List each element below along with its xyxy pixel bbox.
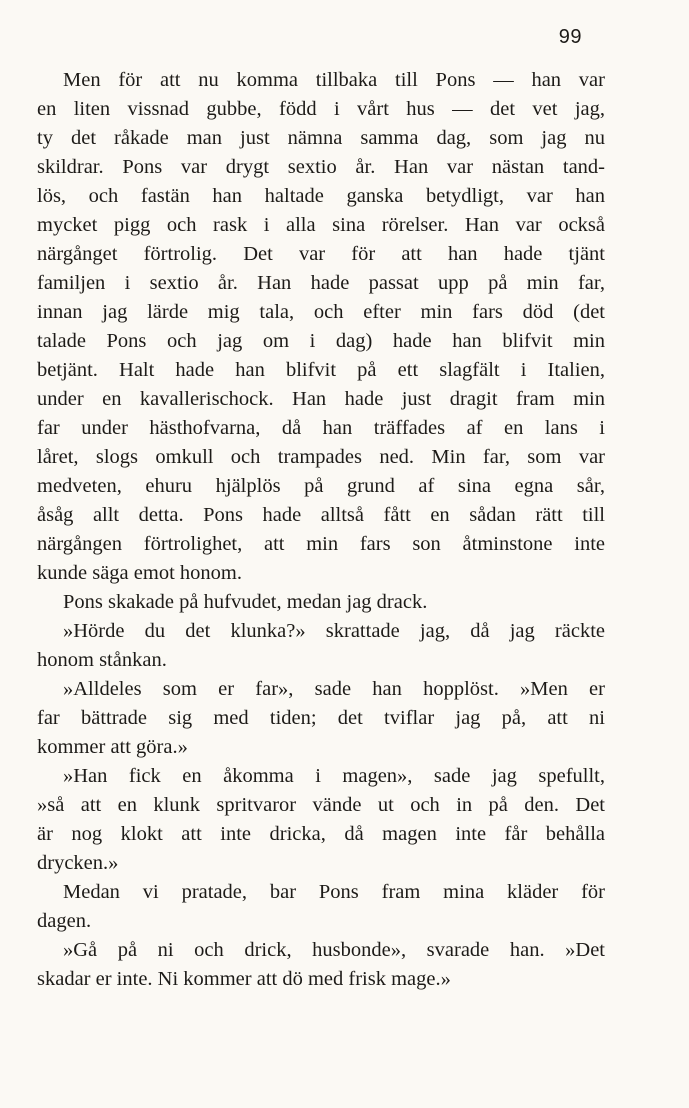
text-line: Medan vi pratade, bar Pons fram mina kläder för (63, 881, 605, 903)
text-line: Pons skakade på hufvudet, medan jag drack. (63, 591, 428, 613)
text-line: »Han fick en åkomma i magen», sade jag spefullt, (63, 765, 605, 787)
text-line: ty det råkade man just nämna samma dag, som jag nu (37, 127, 605, 149)
text-line: »Alldeles som er far», sade han hopplöst. »Men er (63, 678, 605, 700)
text-line: Men för att nu komma tillbaka till Pons — han var (63, 69, 605, 91)
text-line: skadar er inte. Ni kommer att dö med frisk mage.» (37, 968, 451, 990)
text-line: skildrar. Pons var drygt sextio år. Han var nästan tand- (37, 156, 605, 178)
text-line: betjänt. Halt hade han blifvit på ett slagfält i Italien, (37, 359, 605, 381)
text-line: kommer att göra.» (37, 736, 188, 758)
body-text (37, 66, 605, 994)
text-line: lös, och fastän han haltade ganska betydligt, var han (37, 185, 605, 207)
text-line: närgånget förtrolig. Det var för att han hade tjänt (37, 243, 605, 265)
text-line: familjen i sextio år. Han hade passat upp på min far, (37, 272, 605, 294)
text-line: under en kavallerischock. Han hade just dragit fram min (37, 388, 605, 410)
text-line: far under hästhofvarna, då han träffades af en lans i (37, 417, 605, 439)
text-line: dagen. (37, 910, 92, 932)
text-line: honom stånkan. (37, 649, 167, 671)
text-line: innan jag lärde mig tala, och efter min fars död (det (37, 301, 605, 323)
text-line: mycket pigg och rask i alla sina rörelser. Han var också (37, 214, 605, 236)
text-line: »Hörde du det klunka?» skrattade jag, då jag räckte (63, 620, 605, 642)
text-line: talade Pons och jag om i dag) hade han blifvit min (37, 330, 605, 352)
text-line: åsåg allt detta. Pons hade alltså fått en sådan rätt till (37, 504, 605, 526)
text-line: »Gå på ni och drick, husbonde», svarade han. »Det (63, 939, 605, 961)
text-line: en liten vissnad gubbe, född i vårt hus — det vet jag, (37, 98, 605, 120)
text-line: far bättrade sig med tiden; det tviflar jag på, att ni (37, 707, 605, 729)
text-line: låret, slogs omkull och trampades ned. Min far, som var (37, 446, 605, 468)
text-line: är nog klokt att inte dricka, då magen inte får behålla (37, 823, 605, 845)
text-line: kunde säga emot honom. (37, 562, 242, 584)
text-line: »så att en klunk spritvaror vände ut och in på den. Det (37, 794, 605, 816)
text-line: medveten, ehuru hjälplös på grund af sina egna sår, (37, 475, 605, 497)
page-number: 99 (558, 26, 582, 48)
text-line: närgången förtrolighet, att min fars son åtminstone inte (37, 533, 605, 555)
text-line: drycken.» (37, 852, 119, 874)
